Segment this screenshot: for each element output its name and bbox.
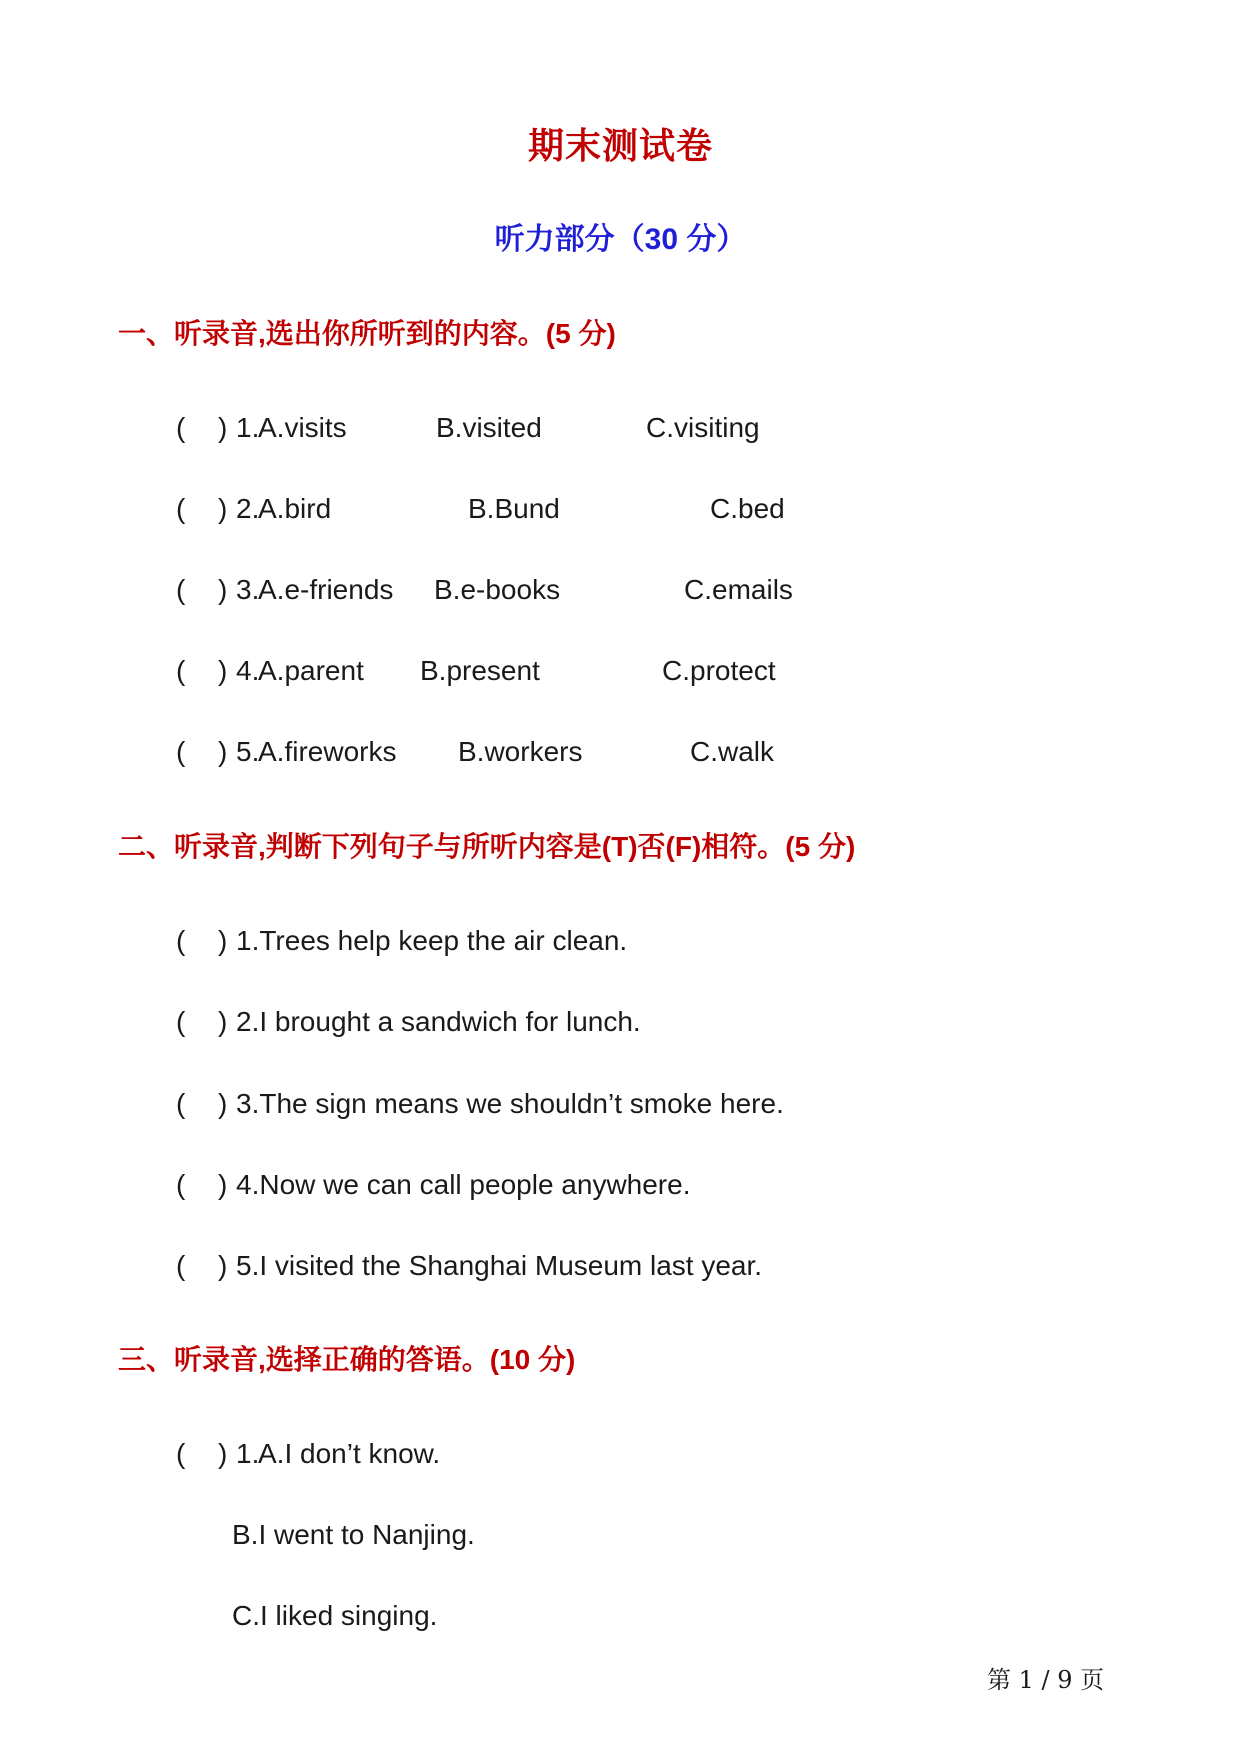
page-title: 期末测试卷 [527, 125, 713, 166]
option-c: C.emails [684, 574, 793, 605]
answer-blank-open: ( [176, 412, 186, 443]
answer-blank-close: ) [218, 1250, 228, 1281]
section-3-heading: 三、听录音,选择正确的答语。(10 分) [118, 1344, 576, 1375]
option-b: B.I went to Nanjing. [232, 1519, 475, 1550]
option-c: C.I liked singing. [232, 1600, 438, 1631]
option-a: A.visits [258, 412, 347, 443]
answer-blank-open: ( [176, 736, 186, 767]
item-number: 1. [236, 412, 260, 443]
answer-blank-open: ( [176, 574, 186, 605]
option-a: A.I don’t know. [258, 1438, 441, 1469]
answer-blank-close: ) [218, 925, 228, 956]
item-number: 4. [236, 655, 260, 686]
option-a: A.fireworks [258, 736, 397, 767]
page-subtitle: 听力部分（30 分） [494, 223, 747, 256]
option-b: B.e-books [434, 574, 561, 605]
item-number: 1. [236, 1438, 260, 1469]
statement-text: 4.Now we can call people anywhere. [236, 1169, 691, 1200]
answer-blank-close: ) [218, 1169, 228, 1200]
option-a: A.parent [258, 655, 364, 686]
section-2-heading: 二、听录音,判断下列句子与所听内容是(T)否(F)相符。(5 分) [118, 831, 856, 862]
item-number: 3. [236, 574, 260, 605]
option-c: C.walk [690, 736, 775, 767]
option-a: A.e-friends [258, 574, 394, 605]
option-c: C.protect [662, 655, 776, 686]
option-b: B.visited [436, 412, 542, 443]
answer-blank-open: ( [176, 493, 186, 524]
statement-text: 5.I visited the Shanghai Museum last year. [236, 1250, 763, 1281]
item-number: 5. [236, 736, 260, 767]
answer-blank-close: ) [218, 1006, 228, 1037]
option-b: B.Bund [468, 493, 560, 524]
answer-blank-open: ( [176, 1169, 186, 1200]
answer-blank-close: ) [218, 655, 228, 686]
option-c: C.bed [710, 493, 785, 524]
answer-blank-open: ( [176, 1088, 186, 1119]
statement-text: 2.I brought a sandwich for lunch. [236, 1006, 641, 1037]
item-number: 2. [236, 493, 260, 524]
option-a: A.bird [258, 493, 332, 524]
option-b: B.workers [458, 736, 583, 767]
answer-blank-close: ) [218, 736, 228, 767]
answer-blank-close: ) [218, 1438, 228, 1469]
answer-blank-close: ) [218, 1088, 228, 1119]
answer-blank-open: ( [176, 1250, 186, 1281]
answer-blank-open: ( [176, 1006, 186, 1037]
section-1-heading: 一、听录音,选出你所听到的内容。(5 分) [118, 318, 616, 349]
answer-blank-open: ( [176, 925, 186, 956]
option-c: C.visiting [646, 412, 760, 443]
answer-blank-close: ) [218, 574, 228, 605]
answer-blank-close: ) [218, 493, 228, 524]
statement-text: 1.Trees help keep the air clean. [236, 925, 628, 956]
option-b: B.present [420, 655, 540, 686]
answer-blank-close: ) [218, 412, 228, 443]
page-number-footer: 第 1 / 9 页 [987, 1666, 1105, 1694]
statement-text: 3.The sign means we shouldn’t smoke here. [236, 1088, 784, 1119]
answer-blank-open: ( [176, 655, 186, 686]
answer-blank-open: ( [176, 1438, 186, 1469]
